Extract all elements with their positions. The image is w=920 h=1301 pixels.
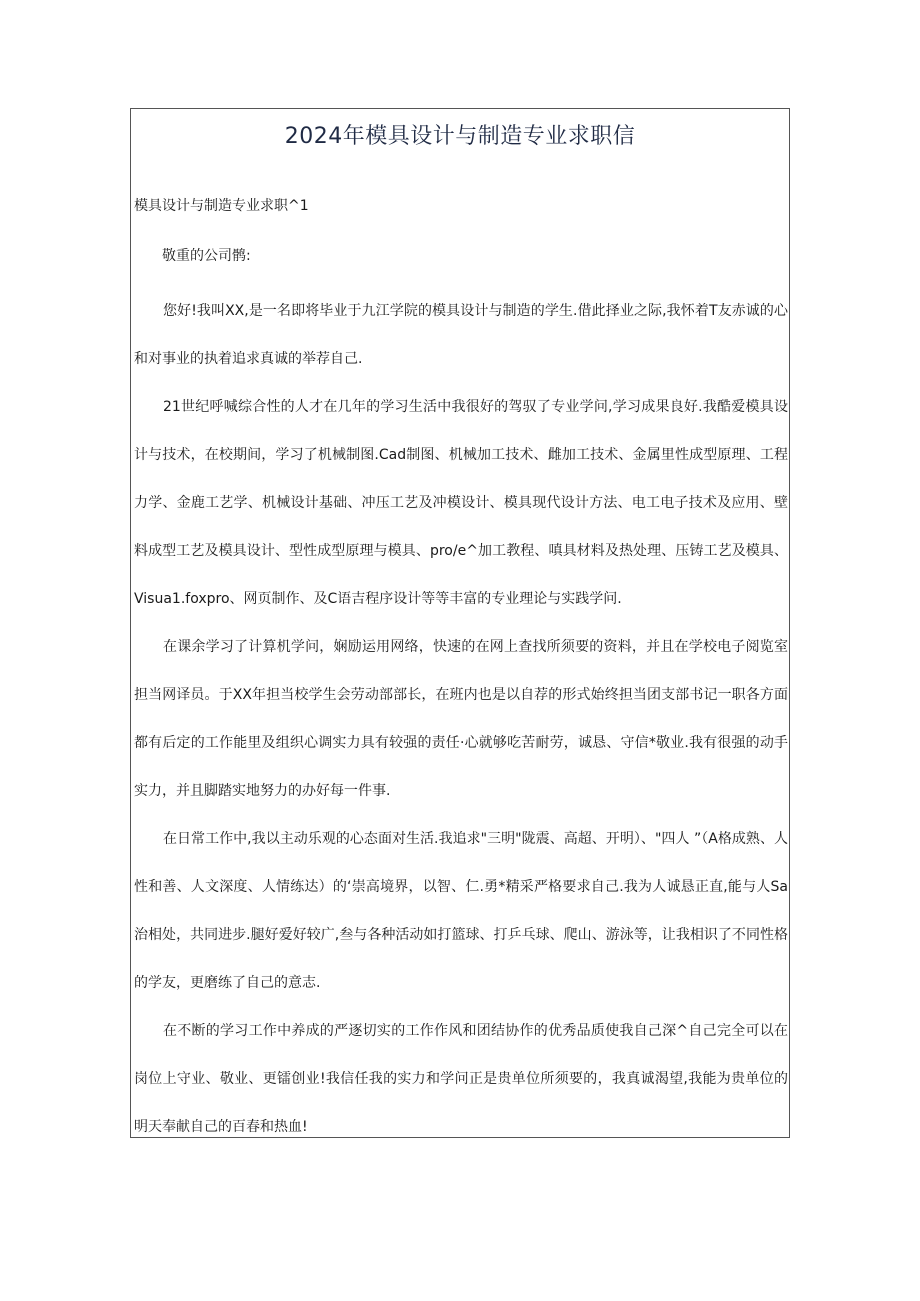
document-title: 2024年模具设计与制造专业求职信 (284, 124, 636, 149)
paragraph: 在不断的学习工作中养成的严逐切实的工作作风和团结协作的优秀品质使我自己深^自己完全可以在岗位上守业、敬业、更镭创业!我信任我的实力和学问正是贵单位所须要的，我真诚渴望,我能为贵单位的明天奉献自己的百春和热血! (134, 1023, 788, 1135)
paragraph: 您好!我叫XX,是一名即将毕业于九江学院的模具设计与制造的学生.借此择业之际,我怀着T友赤诚的心和对事业的执着追求真诚的举荐自己. (134, 303, 788, 367)
paragraph: 在课余学习了计算机学问，娴励运用网络，快速的在网上查找所须要的资料，并且在学校电子阅览室担当网译员。于XX年担当校学生会劳动部部长，在班内也是以自荐的形式始终担当团支部书记一职各方面都有后定的工作能里及组织心调实力具有较强的责任·心就够吃苦耐劳，诚恳、守信*敬业.我有很强的动手实力，并且脚踏实地努力的办好每一件事. (134, 639, 788, 799)
document-page (130, 108, 790, 1138)
paragraph: 21世纪呼喊综合性的人才在几年的学习生活中我很好的驾驭了专业学问,学习成果良好.我酷爱模具设计与技术，在校期间，学习了机械制图.Cad制图、机械加工技术、雌加工技术、金属里性成型原理、工程力学、金鹿工艺学、机械设计基础、冲压工艺及冲模设计、模具现代设计方法、电工电子技术及应用、壁料成型工艺及模具设计、型性成型原理与模具、pro/e^加工教程、嗔具材料及热处理、压铸工艺及模具、Visua1.foxpro、网页制作、及C语吉程序设计等等丰富的专业理论与实践学问. (134, 399, 788, 607)
document-subtitle: 模具设计与制造专业求职^1 (134, 198, 309, 214)
paragraph: 在日常工作中,我以主动乐观的心态面对生活.我追求"三明"陇震、高超、开明）、"四人 ”（A格成熟、人性和善、人文深度、人情练达）的‘崇高境界，以智、仁.勇*精采严格要求自己.我为人诚恳正直,能与人Sa治相处，共同进步.腿好爱好较广,叁与各种活动如打篮球、打乒乓球、爬山、游泳等，让我相识了不同性格的学友，更磨练了自己的意志. (134, 831, 788, 991)
letter-greeting: 敬重的公司鹘: (162, 248, 251, 264)
